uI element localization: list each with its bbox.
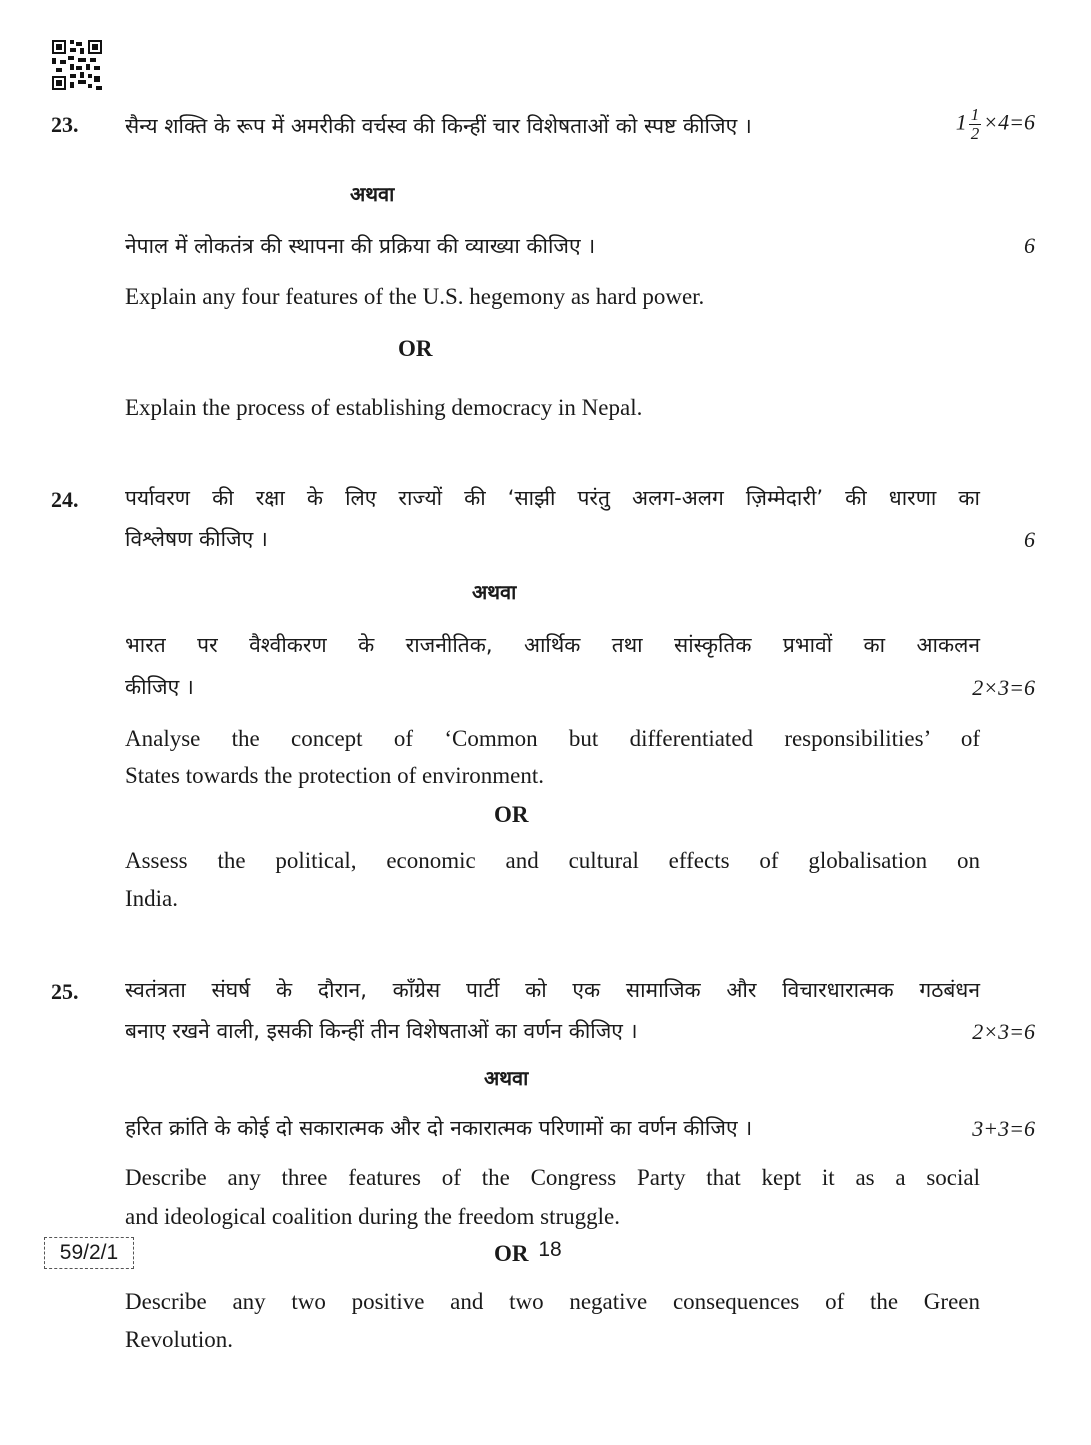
q25-or-hindi: अथवा <box>484 1066 529 1090</box>
q24-or-english: OR <box>494 802 529 827</box>
q23-hindi-alternative: नेपाल में लोकतंत्र की स्थापना की प्रक्रिया की व्याख्या कीजिए । <box>125 234 596 258</box>
q24-hindi-question-line2: विश्लेषण कीजिए । <box>125 527 268 551</box>
page-number: 18 <box>538 1238 562 1261</box>
q23-marks <box>956 106 1035 143</box>
q23-english-alternative: Explain the process of establishing democracy in Nepal. <box>125 395 643 420</box>
q23-alt-marks: 6 <box>1024 233 1035 258</box>
paper-code-box: 59/2/1 <box>44 1237 134 1269</box>
q23-english-question: Explain any four features of the U.S. hegemony as hard power. <box>125 284 705 309</box>
q25-english-alternative-line2: Revolution. <box>125 1327 233 1352</box>
q24-english-alternative-line1: Assess the political, economic and cultural effects of globalisation on <box>125 848 980 873</box>
question-number-25: 25. <box>51 979 79 1004</box>
q23-marks-fraction <box>969 106 982 143</box>
q24-marks: 6 <box>1024 527 1035 552</box>
q23-hindi-question: सैन्य शक्ति के रूप में अमरीकी वर्चस्व की किन्हीं चार विशेषताओं को स्पष्ट कीजिए । <box>125 114 752 138</box>
qr-code-icon <box>52 40 102 90</box>
q25-hindi-alternative: हरित क्रांति के कोई दो सकारात्मक और दो नकारात्मक परिणामों का वर्णन कीजिए । <box>125 1116 753 1140</box>
q24-or-hindi: अथवा <box>472 580 517 604</box>
q24-english-question-line1: Analyse the concept of ‘Common but differentiated responsibilities’ of <box>125 726 980 751</box>
q24-hindi-question-line1: पर्यावरण की रक्षा के लिए राज्यों की ‘साझी परंतु अलग-अलग ज़िम्मेदारी’ की धारणा का <box>125 486 980 510</box>
q25-english-question-line2: and ideological coalition during the freedom struggle. <box>125 1204 620 1229</box>
q25-hindi-question-line1: स्वतंत्रता संघर्ष के दौरान, काँग्रेस पार्टी को एक सामाजिक और विचारधारात्मक गठबंधन <box>125 978 980 1002</box>
q23-or-hindi: अथवा <box>350 182 395 206</box>
q24-english-alternative-line2: India. <box>125 886 179 911</box>
q25-hindi-question-line2: बनाए रखने वाली, इसकी किन्हीं तीन विशेषताओं का वर्णन कीजिए । <box>125 1019 638 1043</box>
q23-marks-denominator: 2 <box>970 124 980 143</box>
q23-marks-whole: 1 <box>955 109 967 135</box>
q23-marks-tail: ×4=6 <box>983 109 1035 135</box>
q23-or-english: OR <box>398 336 433 361</box>
q24-alt-marks: 2×3=6 <box>972 675 1035 700</box>
q25-alt-marks: 3+3=6 <box>972 1116 1035 1141</box>
question-number-23: 23. <box>51 112 79 137</box>
q25-english-question-line1: Describe any three features of the Congress Party that kept it as a social <box>125 1165 980 1190</box>
q25-or-english: OR <box>494 1241 529 1266</box>
q24-english-question-line2: States towards the protection of environment. <box>125 763 545 788</box>
q24-hindi-alternative-line1: भारत पर वैश्वीकरण के राजनीतिक, आर्थिक तथा सांस्कृतिक प्रभावों का आकलन <box>125 633 980 657</box>
q24-hindi-alternative-line2: कीजिए । <box>125 675 194 699</box>
q23-marks-numerator: 1 <box>970 105 980 124</box>
q25-english-alternative-line1: Describe any two positive and two negative consequences of the Green <box>125 1289 980 1314</box>
question-number-24: 24. <box>51 487 79 512</box>
q25-marks: 2×3=6 <box>972 1019 1035 1044</box>
